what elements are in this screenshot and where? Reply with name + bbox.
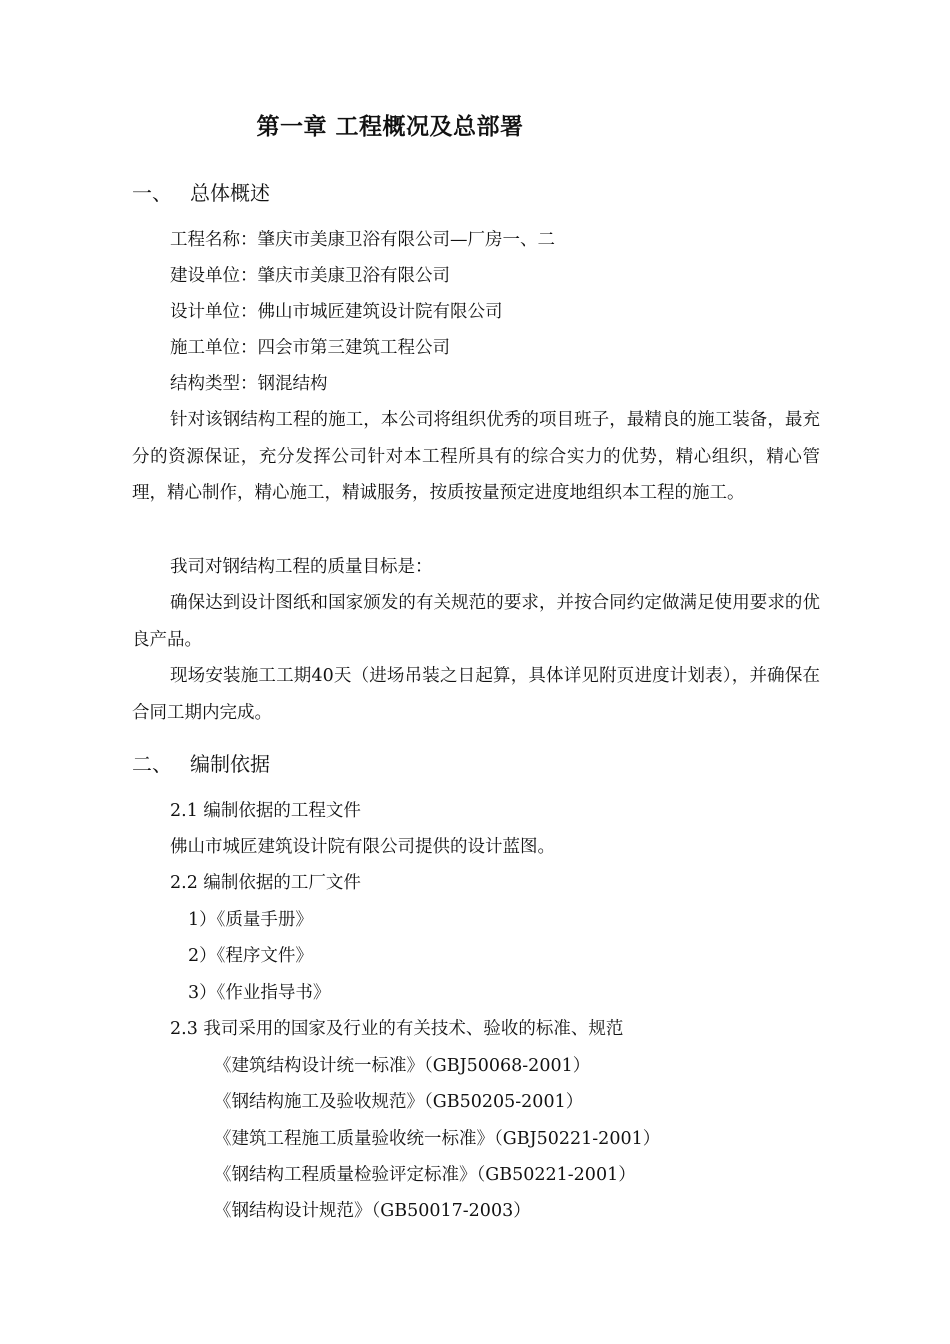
paragraph-schedule: 现场安装施工工期40天（进场吊装之日起算，具体详见附页进度计划表），并确保在合同工期内完成。 (132, 666, 820, 723)
info-designer: 设计单位：佛山市城匠建筑设计院有限公司 (170, 302, 503, 322)
factory-doc-item: 2）《程序文件》 (188, 946, 313, 966)
standard-item: 《建筑工程施工质量验收统一标准》（GBJ50221-2001） (214, 1129, 661, 1149)
standard-item: 《建筑结构设计统一标准》（GBJ50068-2001） (214, 1056, 591, 1076)
info-client: 建设单位：肇庆市美康卫浴有限公司 (170, 266, 450, 286)
standard-item: 《钢结构设计规范》（GB50017-2003） (214, 1201, 531, 1221)
standard-item: 《钢结构施工及验收规范》（GB50205-2001） (214, 1092, 584, 1112)
info-project-name: 工程名称：肇庆市美康卫浴有限公司—厂房一、二 (170, 230, 555, 250)
chapter-title: 第一章 工程概况及总部署 (256, 114, 524, 140)
section-title: 总体概述 (190, 181, 270, 205)
section-number: 一、 (132, 181, 172, 205)
paragraph-organization: 针对该钢结构工程的施工，本公司将组织优秀的项目班子，最精良的施工装备，最充分的资源保证，充分发挥公司针对本工程所具有的综合实力的优势，精心组织，精心管理，精心制作，精心施工，精诚服务，按质按量预定进度地组织本工程的施工。 (132, 410, 820, 503)
section-heading-basis (132, 748, 270, 777)
standard-item: 《钢结构工程质量检验评定标准》（GB50221-2001） (214, 1165, 636, 1185)
subsection-2-3-title: 2.3 我司采用的国家及行业的有关技术、验收的标准、规范 (170, 1019, 624, 1039)
factory-doc-item: 1）《质量手册》 (188, 910, 313, 930)
subsection-2-1-title: 2.1 编制依据的工程文件 (170, 801, 361, 821)
info-contractor: 施工单位：四会市第三建筑工程公司 (170, 338, 450, 358)
section-title: 编制依据 (190, 752, 270, 776)
paragraph-quality-target: 确保达到设计图纸和国家颁发的有关规范的要求，并按合同约定做满足使用要求的优良产品。 (132, 593, 820, 650)
subsection-2-2-title: 2.2 编制依据的工厂文件 (170, 873, 361, 893)
subsection-2-1-text: 佛山市城匠建筑设计院有限公司提供的设计蓝图。 (170, 837, 555, 857)
section-heading-overview (132, 177, 270, 206)
quality-target-intro: 我司对钢结构工程的质量目标是： (170, 557, 433, 577)
info-structure-type: 结构类型：钢混结构 (170, 374, 328, 394)
factory-doc-item: 3）《作业指导书》 (188, 983, 331, 1003)
section-number: 二、 (132, 752, 172, 776)
